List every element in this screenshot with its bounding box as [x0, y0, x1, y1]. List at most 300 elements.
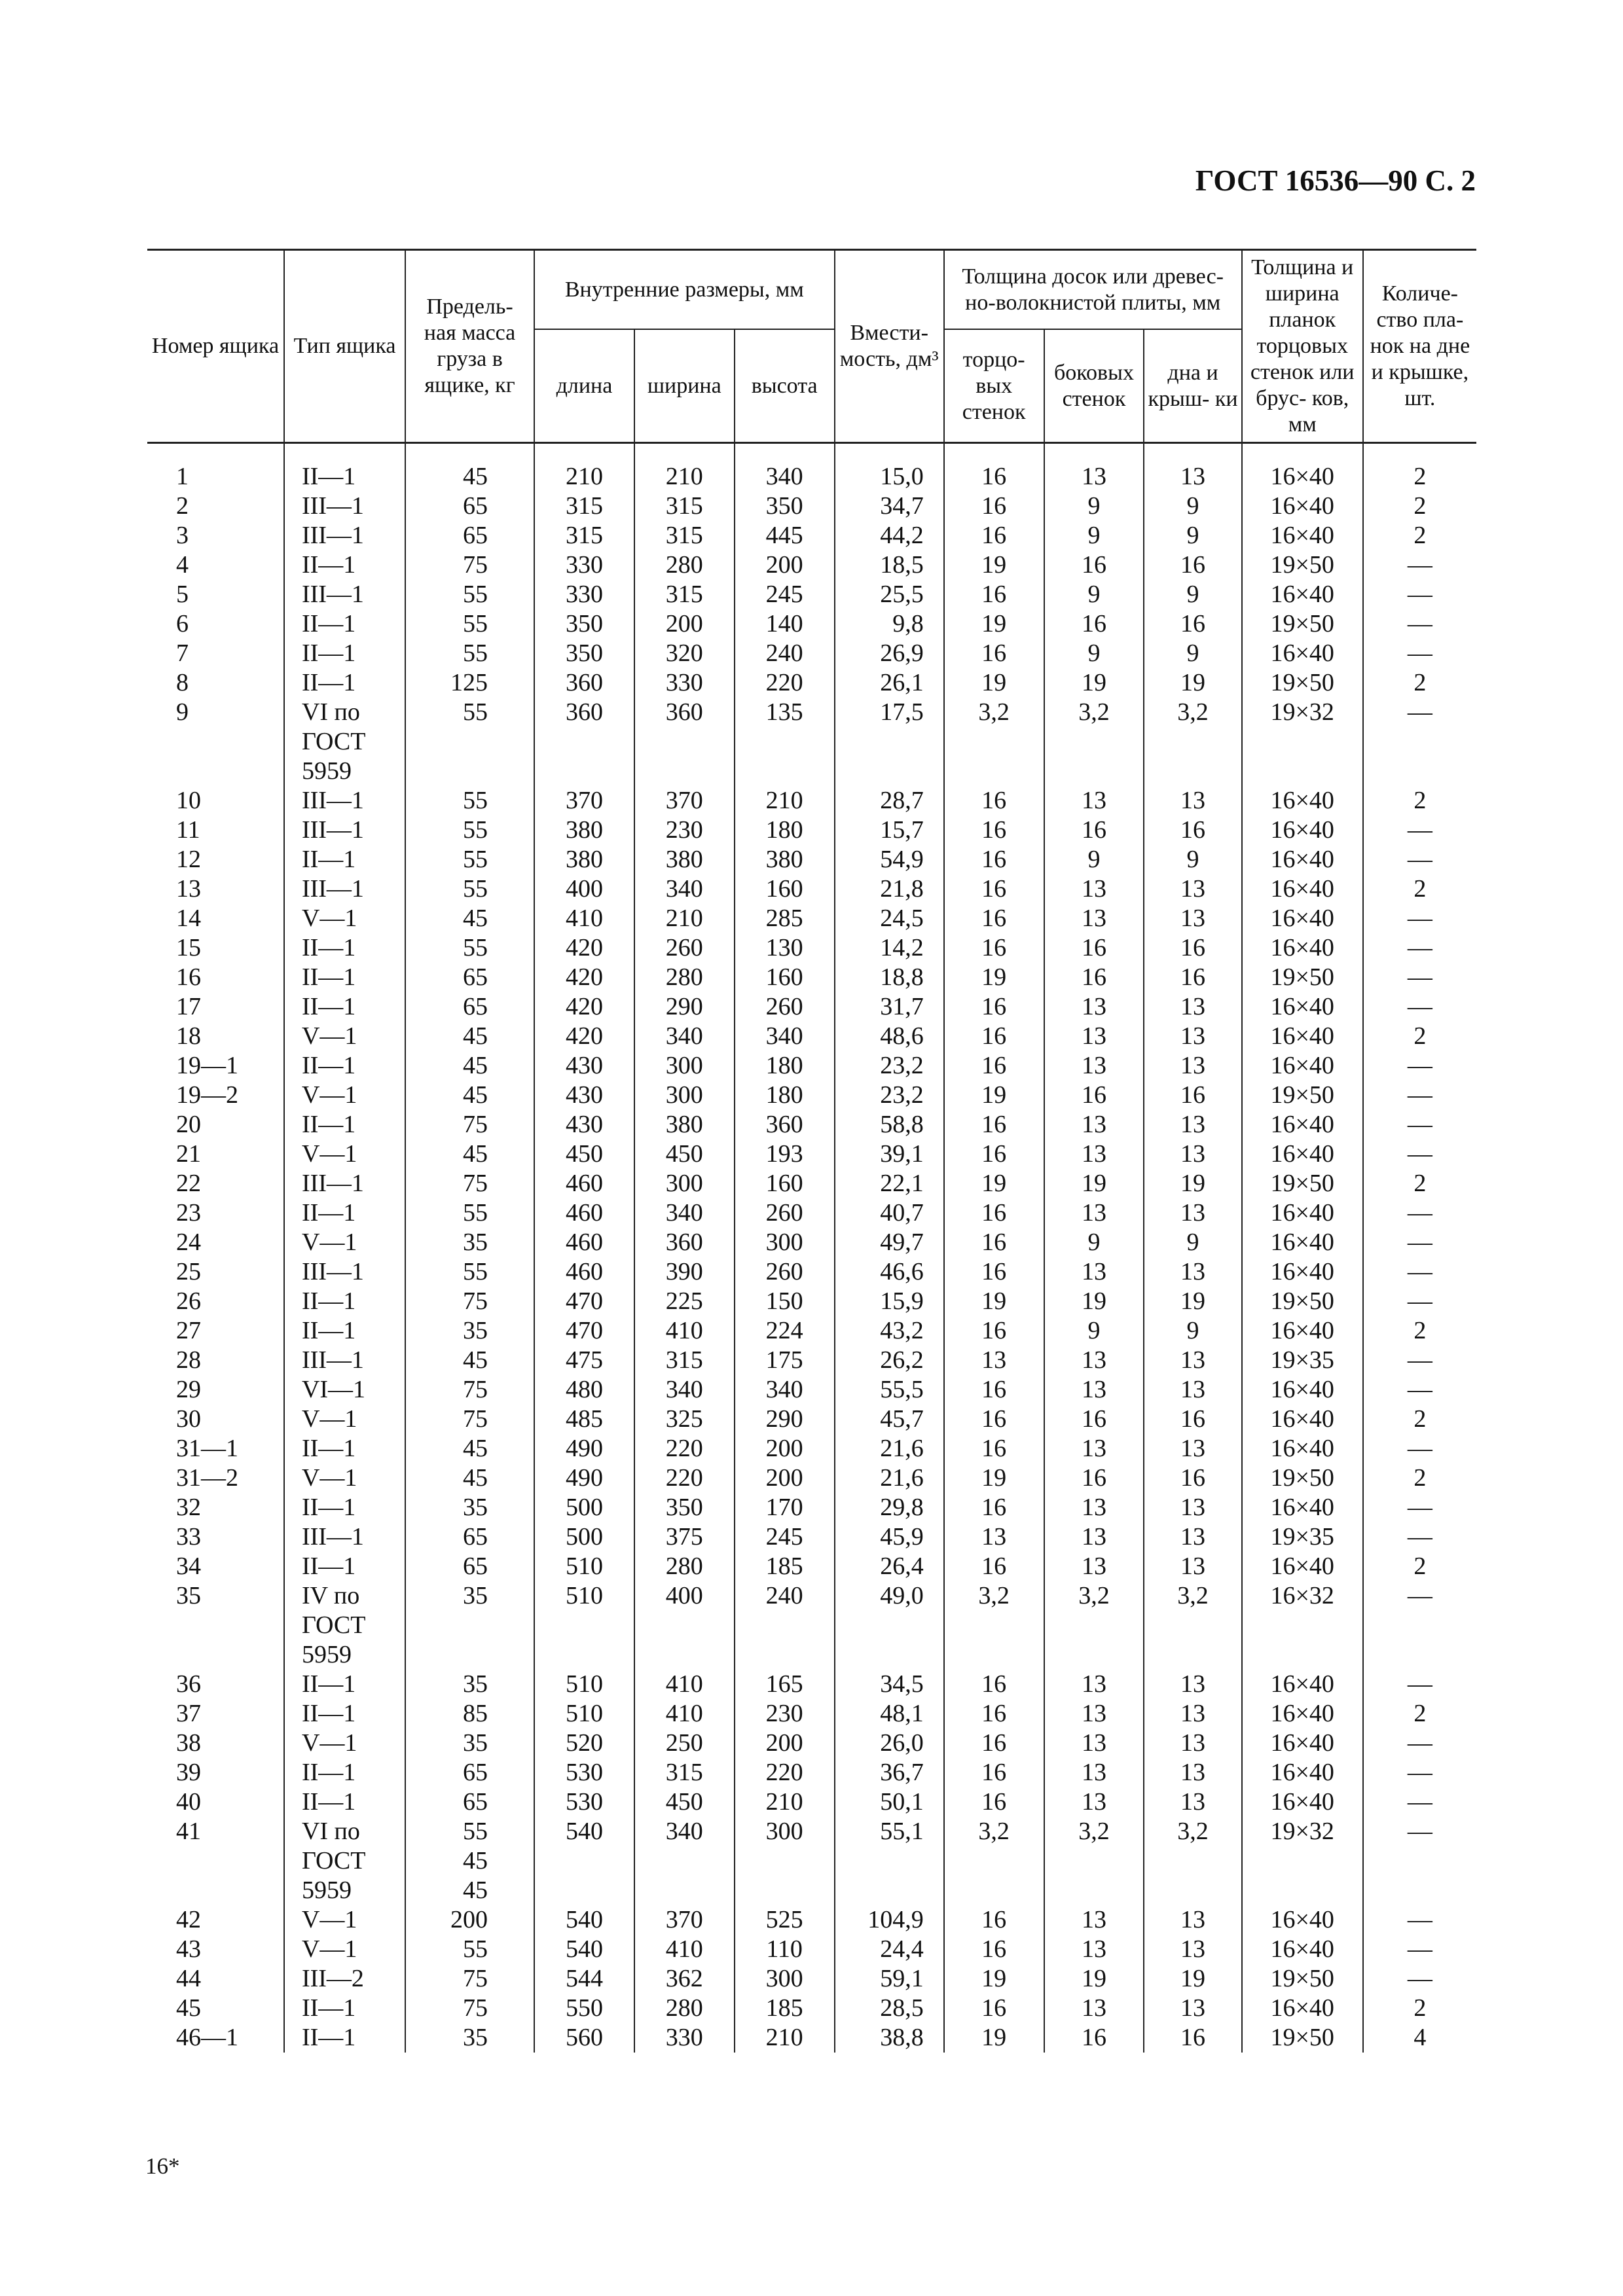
table-row — [147, 1964, 1476, 1994]
cell-side-walls: 16 — [1044, 816, 1144, 845]
cell-type: III—1 — [284, 1257, 405, 1287]
cell-width — [634, 757, 735, 786]
cell-count: — — [1363, 1375, 1476, 1405]
table-row — [147, 609, 1476, 639]
table-row — [147, 1375, 1476, 1405]
cell-side-walls: 13 — [1044, 1139, 1144, 1169]
cell-side-walls: 13 — [1044, 462, 1144, 492]
cell-volume: 39,1 — [835, 1139, 944, 1169]
cell-height — [735, 727, 835, 757]
cell-number: 30 — [176, 1405, 201, 1433]
cell-plank: 19×50 — [1242, 1081, 1363, 1110]
cell-plank: 19×50 — [1242, 668, 1363, 698]
cell-volume — [835, 1876, 944, 1905]
cell-count: 2 — [1363, 1022, 1476, 1051]
cell-height: 360 — [735, 1110, 835, 1139]
cell-length: 330 — [534, 580, 634, 609]
header-number: Номер ящика — [147, 250, 284, 443]
cell-width: 200 — [634, 609, 735, 639]
cell-number: 17 — [176, 993, 201, 1020]
cell-volume: 25,5 — [835, 580, 944, 609]
table-row — [147, 992, 1476, 1022]
cell-mass: 55 — [405, 1198, 534, 1228]
cell-end-walls: 16 — [944, 1198, 1044, 1228]
cell-number: 2 — [176, 492, 189, 520]
cell-side-walls: 13 — [1044, 1994, 1144, 2023]
cell-bottom-lid: 3,2 — [1144, 1817, 1241, 1846]
cell-mass: 65 — [405, 1552, 534, 1581]
cell-length: 460 — [534, 1169, 634, 1198]
table-row — [147, 933, 1476, 963]
cell-plank — [1242, 1876, 1363, 1905]
cell-end-walls: 16 — [944, 904, 1044, 933]
cell-type: III—1 — [284, 1169, 405, 1198]
cell-volume: 59,1 — [835, 1964, 944, 1994]
cell-side-walls: 13 — [1044, 904, 1144, 933]
cell-mass: 75 — [405, 1110, 534, 1139]
cell-plank: 19×50 — [1242, 963, 1363, 992]
cell-type: ГОСТ — [284, 727, 405, 757]
cell-end-walls: 16 — [944, 1699, 1044, 1729]
cell-end-walls: 16 — [944, 1670, 1044, 1699]
cell-plank: 16×40 — [1242, 845, 1363, 874]
cell-volume — [835, 757, 944, 786]
cell-width: 280 — [634, 1994, 735, 2023]
cell-volume: 40,7 — [835, 1198, 944, 1228]
cell-mass: 45 — [405, 1434, 534, 1463]
table-row — [147, 580, 1476, 609]
cell-volume: 21,6 — [835, 1434, 944, 1463]
cell-plank: 16×40 — [1242, 1405, 1363, 1434]
cell-bottom-lid: 13 — [1144, 786, 1241, 816]
cell-side-walls: 16 — [1044, 963, 1144, 992]
cell-end-walls: 16 — [944, 1051, 1044, 1081]
cell-number: 14 — [176, 905, 201, 932]
table-row — [147, 2023, 1476, 2053]
cell-bottom-lid: 13 — [1144, 904, 1241, 933]
cell-mass: 75 — [405, 1169, 534, 1198]
cell-width: 220 — [634, 1434, 735, 1463]
table-row — [147, 1552, 1476, 1581]
cell-volume: 26,0 — [835, 1729, 944, 1758]
table-body — [147, 443, 1476, 2053]
cell-side-walls: 13 — [1044, 1699, 1144, 1729]
cell-number: 32 — [176, 1494, 201, 1521]
cell-number: 20 — [176, 1111, 201, 1138]
table-row — [147, 1640, 1476, 1670]
cell-width: 450 — [634, 1787, 735, 1817]
cell-plank: 19×35 — [1242, 1522, 1363, 1552]
table-row — [147, 1405, 1476, 1434]
cell-plank: 16×40 — [1242, 992, 1363, 1022]
cell-mass: 45 — [405, 1139, 534, 1169]
cell-side-walls: 9 — [1044, 639, 1144, 668]
cell-height: 285 — [735, 904, 835, 933]
cell-side-walls: 19 — [1044, 1169, 1144, 1198]
cell-type: II—1 — [284, 1434, 405, 1463]
cell-side-walls: 13 — [1044, 1905, 1144, 1935]
cell-end-walls: 16 — [944, 786, 1044, 816]
cell-length: 490 — [534, 1463, 634, 1493]
cell-height: 210 — [735, 786, 835, 816]
cell-plank: 16×40 — [1242, 786, 1363, 816]
cell-bottom-lid — [1144, 1611, 1241, 1640]
cell-volume: 54,9 — [835, 845, 944, 874]
cell-height: 185 — [735, 1552, 835, 1581]
cell-mass: 45 — [405, 1081, 534, 1110]
cell-type: II—1 — [284, 1493, 405, 1522]
cell-height: 165 — [735, 1670, 835, 1699]
cell-volume — [835, 1640, 944, 1670]
cell-height: 175 — [735, 1346, 835, 1375]
cell-side-walls: 3,2 — [1044, 1817, 1144, 1846]
cell-count: — — [1363, 1758, 1476, 1787]
cell-type: V—1 — [284, 1081, 405, 1110]
cell-side-walls: 16 — [1044, 933, 1144, 963]
cell-mass: 55 — [405, 874, 534, 904]
cell-type: V—1 — [284, 1228, 405, 1257]
cell-plank: 16×40 — [1242, 1729, 1363, 1758]
cell-type: II—1 — [284, 1552, 405, 1581]
table-row — [147, 1434, 1476, 1463]
cell-width: 300 — [634, 1081, 735, 1110]
cell-side-walls: 13 — [1044, 1198, 1144, 1228]
cell-mass: 125 — [405, 668, 534, 698]
header-bottom-lid: дна и крыш- ки — [1144, 329, 1241, 442]
cell-end-walls: 19 — [944, 1964, 1044, 1994]
cell-bottom-lid: 9 — [1144, 1316, 1241, 1346]
cell-bottom-lid: 13 — [1144, 992, 1241, 1022]
cell-number: 19—1 — [176, 1052, 238, 1079]
header-mass: Предель- ная масса груза в ящике, кг — [405, 250, 534, 443]
cell-height: 210 — [735, 2023, 835, 2053]
cell-height: 210 — [735, 1787, 835, 1817]
cell-count: — — [1363, 1787, 1476, 1817]
cell-type: II—1 — [284, 1994, 405, 2023]
cell-width: 280 — [634, 963, 735, 992]
cell-number: 10 — [176, 787, 201, 814]
cell-height: 245 — [735, 580, 835, 609]
cell-side-walls: 13 — [1044, 1346, 1144, 1375]
table-row — [147, 1316, 1476, 1346]
cell-end-walls: 16 — [944, 1110, 1044, 1139]
cell-side-walls: 16 — [1044, 1405, 1144, 1434]
cell-count — [1363, 1640, 1476, 1670]
cell-count: — — [1363, 933, 1476, 963]
cell-length: 544 — [534, 1964, 634, 1994]
cell-bottom-lid: 13 — [1144, 1051, 1241, 1081]
cell-count: — — [1363, 1287, 1476, 1316]
cell-volume: 104,9 — [835, 1905, 944, 1935]
cell-type: II—1 — [284, 1051, 405, 1081]
header-length: длина — [534, 329, 634, 442]
cell-mass: 55 — [405, 816, 534, 845]
cell-width: 410 — [634, 1316, 735, 1346]
cell-plank: 16×40 — [1242, 1110, 1363, 1139]
cell-height: 130 — [735, 933, 835, 963]
cell-volume: 44,2 — [835, 521, 944, 550]
cell-side-walls: 19 — [1044, 1287, 1144, 1316]
table-row — [147, 757, 1476, 786]
cell-length: 460 — [534, 1228, 634, 1257]
cell-number: 42 — [176, 1906, 201, 1933]
cell-count: — — [1363, 1346, 1476, 1375]
cell-bottom-lid: 19 — [1144, 1287, 1241, 1316]
cell-plank: 16×40 — [1242, 1198, 1363, 1228]
cell-plank: 16×40 — [1242, 933, 1363, 963]
cell-type: II—1 — [284, 845, 405, 874]
cell-length — [534, 1876, 634, 1905]
header-plank: Толщина и ширина планок торцовых стенок или брус- ков, мм — [1242, 250, 1363, 443]
cell-width: 315 — [634, 492, 735, 521]
cell-width: 340 — [634, 1375, 735, 1405]
cell-volume: 43,2 — [835, 1316, 944, 1346]
table-row — [147, 1758, 1476, 1787]
cell-mass: 55 — [405, 786, 534, 816]
cell-end-walls: 16 — [944, 1905, 1044, 1935]
cell-end-walls: 3,2 — [944, 1817, 1044, 1846]
cell-volume: 38,8 — [835, 2023, 944, 2053]
header-side-walls: боковых стенок — [1044, 329, 1144, 442]
cell-length: 450 — [534, 1139, 634, 1169]
cell-plank: 16×40 — [1242, 1493, 1363, 1522]
cell-plank: 16×40 — [1242, 1699, 1363, 1729]
cell-number — [147, 1846, 284, 1876]
cell-number: 21 — [176, 1140, 201, 1168]
cell-side-walls: 16 — [1044, 609, 1144, 639]
cell-number: 35 — [176, 1582, 201, 1609]
cell-count: — — [1363, 1964, 1476, 1994]
cell-height: 340 — [735, 1375, 835, 1405]
cell-length: 560 — [534, 2023, 634, 2053]
cell-number — [147, 1876, 284, 1905]
cell-number: 37 — [176, 1700, 201, 1727]
cell-length: 330 — [534, 550, 634, 580]
cell-count: — — [1363, 1257, 1476, 1287]
cell-type: V—1 — [284, 1022, 405, 1051]
cell-end-walls — [944, 757, 1044, 786]
cell-height: 180 — [735, 816, 835, 845]
table-row — [147, 786, 1476, 816]
cell-end-walls: 16 — [944, 1257, 1044, 1287]
cell-height: 260 — [735, 1198, 835, 1228]
cell-end-walls: 16 — [944, 874, 1044, 904]
cell-type: 5959 — [284, 1876, 405, 1905]
cell-bottom-lid: 9 — [1144, 1228, 1241, 1257]
header-type: Тип ящика — [284, 250, 405, 443]
cell-bottom-lid: 3,2 — [1144, 1581, 1241, 1611]
box-sizes-table — [147, 249, 1476, 2053]
cell-height: 185 — [735, 1994, 835, 2023]
cell-number: 39 — [176, 1759, 201, 1786]
cell-length — [534, 1611, 634, 1640]
cell-bottom-lid: 19 — [1144, 1964, 1241, 1994]
cell-height: 340 — [735, 462, 835, 492]
cell-type: III—1 — [284, 521, 405, 550]
cell-bottom-lid: 13 — [1144, 1670, 1241, 1699]
cell-count: 2 — [1363, 786, 1476, 816]
cell-volume: 18,8 — [835, 963, 944, 992]
cell-volume — [835, 727, 944, 757]
cell-length: 350 — [534, 639, 634, 668]
cell-volume: 50,1 — [835, 1787, 944, 1817]
cell-end-walls — [944, 1846, 1044, 1876]
cell-length: 420 — [534, 963, 634, 992]
cell-bottom-lid: 13 — [1144, 1729, 1241, 1758]
cell-type: II—1 — [284, 1787, 405, 1817]
cell-side-walls: 9 — [1044, 1228, 1144, 1257]
cell-width: 370 — [634, 1905, 735, 1935]
cell-length: 360 — [534, 668, 634, 698]
cell-number: 12 — [176, 846, 201, 873]
cell-side-walls: 9 — [1044, 580, 1144, 609]
cell-side-walls: 16 — [1044, 2023, 1144, 2053]
cell-volume: 14,2 — [835, 933, 944, 963]
cell-end-walls: 3,2 — [944, 698, 1044, 727]
cell-mass: 45 — [405, 904, 534, 933]
cell-length: 540 — [534, 1935, 634, 1964]
cell-mass: 45 — [405, 1876, 534, 1905]
table-row — [147, 816, 1476, 845]
cell-bottom-lid: 16 — [1144, 816, 1241, 845]
cell-count: — — [1363, 550, 1476, 580]
cell-length: 460 — [534, 1257, 634, 1287]
cell-width: 320 — [634, 639, 735, 668]
cell-width: 380 — [634, 845, 735, 874]
cell-length: 510 — [534, 1670, 634, 1699]
cell-bottom-lid — [1144, 757, 1241, 786]
cell-count: 2 — [1363, 1169, 1476, 1198]
table-row — [147, 1994, 1476, 2023]
cell-count: — — [1363, 1729, 1476, 1758]
cell-side-walls: 13 — [1044, 1434, 1144, 1463]
cell-count: 2 — [1363, 492, 1476, 521]
cell-length: 510 — [534, 1699, 634, 1729]
cell-side-walls: 13 — [1044, 1787, 1144, 1817]
cell-bottom-lid: 9 — [1144, 521, 1241, 550]
cell-number: 36 — [176, 1670, 201, 1698]
table-row — [147, 1022, 1476, 1051]
cell-plank: 16×40 — [1242, 1935, 1363, 1964]
cell-plank: 16×40 — [1242, 1051, 1363, 1081]
cell-height: 340 — [735, 1022, 835, 1051]
cell-plank: 16×40 — [1242, 874, 1363, 904]
cell-type: III—1 — [284, 1522, 405, 1552]
cell-number: 19—2 — [176, 1081, 238, 1109]
cell-end-walls: 16 — [944, 639, 1044, 668]
cell-length: 380 — [534, 816, 634, 845]
table-row — [147, 1817, 1476, 1846]
cell-side-walls — [1044, 757, 1144, 786]
cell-type: II—1 — [284, 639, 405, 668]
cell-bottom-lid: 3,2 — [1144, 698, 1241, 727]
cell-width: 362 — [634, 1964, 735, 1994]
cell-width: 340 — [634, 874, 735, 904]
cell-bottom-lid: 13 — [1144, 1905, 1241, 1935]
cell-mass: 35 — [405, 2023, 534, 2053]
cell-side-walls: 13 — [1044, 1522, 1144, 1552]
cell-type: II—1 — [284, 1198, 405, 1228]
cell-volume: 23,2 — [835, 1051, 944, 1081]
cell-height — [735, 757, 835, 786]
cell-count: — — [1363, 1198, 1476, 1228]
table-row — [147, 1169, 1476, 1198]
cell-number: 44 — [176, 1965, 201, 1992]
cell-volume: 55,1 — [835, 1817, 944, 1846]
cell-plank — [1242, 1611, 1363, 1640]
cell-height: 200 — [735, 1434, 835, 1463]
cell-height: 230 — [735, 1699, 835, 1729]
cell-number: 5 — [176, 581, 189, 608]
cell-plank: 19×50 — [1242, 2023, 1363, 2053]
cell-height: 260 — [735, 1257, 835, 1287]
table-row — [147, 1257, 1476, 1287]
table-row — [147, 492, 1476, 521]
cell-mass: 45 — [405, 1463, 534, 1493]
cell-mass: 35 — [405, 1316, 534, 1346]
cell-count: — — [1363, 904, 1476, 933]
cell-length: 510 — [534, 1581, 634, 1611]
cell-count: — — [1363, 963, 1476, 992]
table-row — [147, 698, 1476, 727]
cell-width: 410 — [634, 1670, 735, 1699]
cell-width: 315 — [634, 521, 735, 550]
cell-height — [735, 1846, 835, 1876]
table-row — [147, 874, 1476, 904]
cell-bottom-lid: 13 — [1144, 1493, 1241, 1522]
cell-width: 260 — [634, 933, 735, 963]
cell-volume: 46,6 — [835, 1257, 944, 1287]
cell-plank: 16×40 — [1242, 1552, 1363, 1581]
cell-plank: 19×50 — [1242, 1463, 1363, 1493]
cell-number: 4 — [176, 551, 189, 579]
cell-end-walls: 19 — [944, 963, 1044, 992]
cell-height: 300 — [735, 1228, 835, 1257]
cell-width: 375 — [634, 1522, 735, 1552]
table-row — [147, 1611, 1476, 1640]
cell-number: 31—2 — [176, 1464, 238, 1492]
cell-end-walls: 13 — [944, 1522, 1044, 1552]
cell-height: 380 — [735, 845, 835, 874]
cell-width: 220 — [634, 1463, 735, 1493]
cell-volume: 21,6 — [835, 1463, 944, 1493]
cell-mass: 55 — [405, 1935, 534, 1964]
cell-length: 420 — [534, 933, 634, 963]
cell-plank: 19×50 — [1242, 1964, 1363, 1994]
cell-length: 370 — [534, 786, 634, 816]
cell-volume: 15,0 — [835, 462, 944, 492]
cell-side-walls: 19 — [1044, 1964, 1144, 1994]
page-footer: 16* — [145, 2153, 180, 2179]
cell-mass: 65 — [405, 963, 534, 992]
cell-width: 340 — [634, 1817, 735, 1846]
cell-bottom-lid: 13 — [1144, 1522, 1241, 1552]
cell-width: 360 — [634, 698, 735, 727]
cell-volume: 48,1 — [835, 1699, 944, 1729]
cell-length: 315 — [534, 492, 634, 521]
cell-width: 300 — [634, 1051, 735, 1081]
cell-side-walls: 3,2 — [1044, 1581, 1144, 1611]
cell-count: 4 — [1363, 2023, 1476, 2053]
cell-number: 41 — [176, 1818, 201, 1845]
cell-side-walls — [1044, 727, 1144, 757]
table-row — [147, 1110, 1476, 1139]
cell-number: 6 — [176, 610, 189, 637]
cell-count: 2 — [1363, 1699, 1476, 1729]
cell-plank: 16×40 — [1242, 462, 1363, 492]
cell-end-walls — [944, 1611, 1044, 1640]
table-row — [147, 1346, 1476, 1375]
